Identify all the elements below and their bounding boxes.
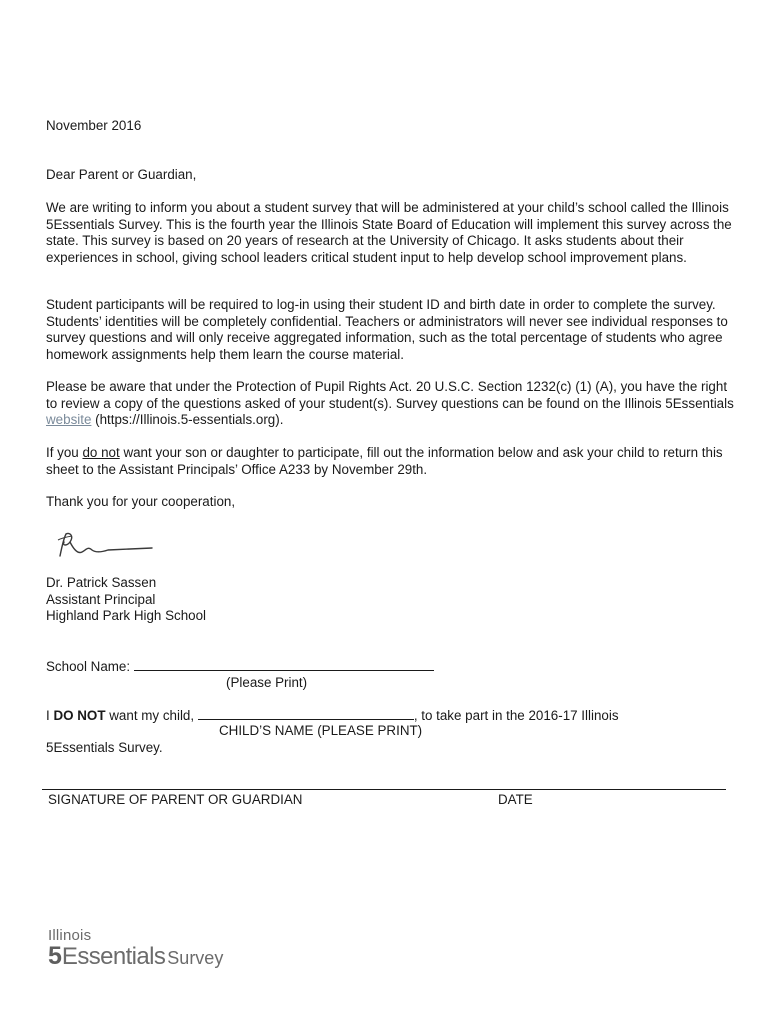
signature-line[interactable] <box>42 789 726 790</box>
school-name-field[interactable] <box>134 658 434 671</box>
optout-line2: 5Essentials Survey. <box>46 740 163 755</box>
optout-bold: DO NOT <box>53 708 106 723</box>
paragraph-intro: We are writing to inform you about a student survey that will be administered at your child’s school called the Illinois 5Essentials Survey. This is the fourth year the Illinois State Board of Education will implement this survey across the state. This survey is based on 20 years of research at the University of Chicago. It asks students about their experiences in school, giving school leaders critical student input to help develop school improvement plans. <box>46 200 732 265</box>
optout-emphasis: do not <box>82 445 120 460</box>
child-name-caption: CHILD’S NAME (PLEASE PRINT) <box>219 723 423 738</box>
logo-five: 5 <box>48 942 62 970</box>
letter-date: November 2016 <box>46 118 142 133</box>
optout-row <box>46 707 736 725</box>
website-link[interactable]: website <box>46 412 92 428</box>
closing-thanks: Thank you for your cooperation, <box>46 494 236 509</box>
paragraph-rights <box>46 379 736 429</box>
logo-survey: Survey <box>167 948 224 968</box>
optout-mid: want my child, <box>105 708 198 723</box>
optout-text-end: want your son or daughter to participate, fill out the information below and ask your child to return this sheet to the Assistant Principals’ Office A233 by November 29th. <box>46 445 723 477</box>
optout-text-start: If you <box>46 445 83 460</box>
signature-label: SIGNATURE OF PARENT OR GUARDIAN <box>48 792 303 807</box>
rights-text: Please be aware that under the Protection of Pupil Rights Act. 20 U.S.C. Section 1232(c) (1) (A), you have the right to review a copy of the questions asked of your student(s). Survey questions can be found on the Illinois 5Essentials <box>46 379 734 411</box>
rights-url-text: (https://Illinois.5-essentials.org). <box>91 412 284 428</box>
school-name-caption: (Please Print) <box>226 675 308 690</box>
date-label: DATE <box>498 792 533 807</box>
school-name-row <box>46 658 736 676</box>
optout-suffix: , to take part in the 2016-17 Illinois <box>413 708 619 723</box>
logo-wordmark <box>48 943 223 971</box>
handwritten-signature <box>52 526 156 562</box>
logo-essentials: Essentials <box>61 943 166 970</box>
sender-block <box>46 575 736 625</box>
sender-school: Highland Park High School <box>46 608 207 624</box>
sender-title: Assistant Principal <box>46 591 156 607</box>
paragraph-confidentiality: Student participants will be required to log-in using their student ID and birth date in order to complete the survey. Students’ identities will be completely confidential. Teachers or administrators will never see individual responses to survey questions and will only receive aggregated information, such as the total percentage of students who agree homework assignments help them learn the course material. <box>46 297 728 362</box>
five-essentials-logo <box>48 928 248 972</box>
school-name-label: School Name: <box>46 659 134 674</box>
salutation: Dear Parent or Guardian, <box>46 167 197 182</box>
sender-name: Dr. Patrick Sassen <box>46 575 157 590</box>
child-name-field[interactable] <box>198 707 414 720</box>
paragraph-optout-instructions <box>46 445 736 478</box>
optout-prefix: I <box>46 708 54 723</box>
logo-illinois: Illinois <box>48 927 92 944</box>
